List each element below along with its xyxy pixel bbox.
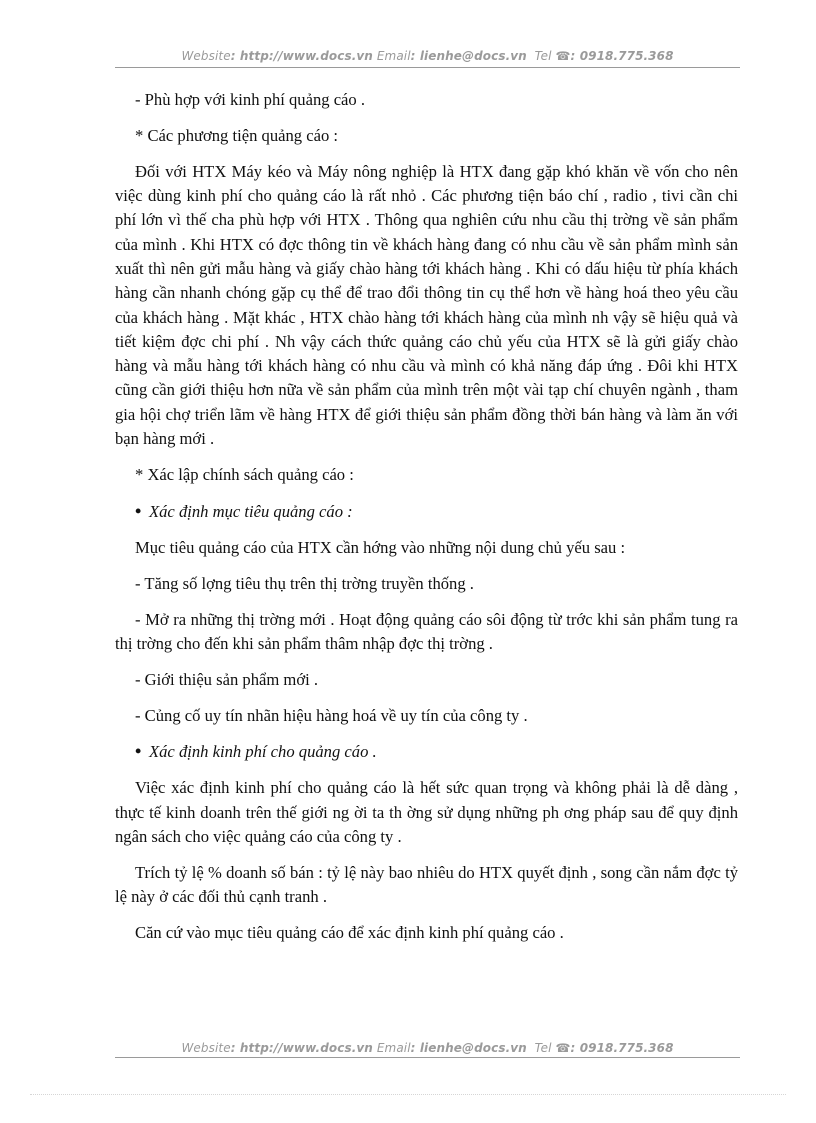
bullet-icon <box>135 739 149 764</box>
footer-email-link[interactable]: : lienhe@docs.vn <box>410 1041 527 1055</box>
bullet-icon <box>135 499 149 524</box>
header-website-link[interactable]: : http://www.docs.vn <box>230 49 373 63</box>
phone-icon: ☎ <box>555 1041 571 1055</box>
document-body <box>115 88 738 957</box>
paragraph-2: * Các phương tiện quảng cáo : <box>135 125 339 145</box>
phone-icon: ☎ <box>555 49 571 63</box>
header-tel-value: : 0918.775.368 <box>570 49 674 63</box>
paragraph-13: Trích tỷ lệ % doanh số bán : tỷ lệ này bao nhiêu do HTX quyết định , song cần nắm đợc tỷ lệ này ở các đối thủ cạnh tranh . <box>115 862 738 907</box>
paragraph-3: Đối với HTX Máy kéo và Máy nông nghiệp là HTX đang gặp khó khăn về vốn cho nên việc dùng kinh phí cho quảng cáo là rất nhỏ . Các phương tiện báo chí , radio , tivi cần chi phí lớn vì thế cha phù hợp với HTX . Thông qua nghiên cứu nhu cầu thị trờng về sản phẩm của mình . Khi HTX có đợc thông tin về khách hàng đang có nhu cầu về sản phẩm mình sản xuất thì nên gửi mẫu hàng và giấy chào hàng tới khách hàng . Khi có dấu hiệu từ phía khách hàng cần nhanh chóng gặp cụ thể để trao đổi thông tin cụ thể hơn về hàng hoá theo yêu cầu của khách hàng . Mặt khác , HTX chào hàng tới khách hàng của mình nh vậy sẽ hiệu quả và tiết kiệm đợc chi phí . Nh vậy cách thức quảng cáo chủ yếu của HTX sẽ là gửi giấy chào hàng và mẫu hàng tới khách hàng có nhu cầu và mình có khả năng đáp ứng . Đôi khi HTX cũng cần giới thiệu hơn nữa về sản phẩm của mình trên một vài tạp chí chuyên ngành , tham gia hội chợ triển lãm về hàng HTX để giới thiệu sản phẩm đồng thời bán hàng và làm ăn với bạn hàng mới . <box>115 161 738 449</box>
paragraph-6: Mục tiêu quảng cáo của HTX cần hớng vào những nội dung chủ yếu sau : <box>135 537 626 557</box>
paragraph-4: * Xác lập chính sách quảng cáo : <box>135 464 354 484</box>
subheading-objectives <box>115 499 738 524</box>
page-header <box>115 49 740 63</box>
page-footer <box>115 1041 740 1055</box>
header-rule <box>115 67 740 68</box>
header-email-label: Email <box>376 49 411 63</box>
paragraph-10: - Củng cố uy tín nhãn hiệu hàng hoá về uy tín của công ty . <box>135 705 528 725</box>
footer-tel-value: : 0918.775.368 <box>570 1041 674 1055</box>
footer-website-link[interactable]: : http://www.docs.vn <box>230 1041 373 1055</box>
paragraph-12: Việc xác định kinh phí cho quảng cáo là hết sức quan trọng và không phải là dễ dàng , thực tế kinh doanh trên thế giới ng ời ta th ờng sử dụng những ph ơng pháp sau để quy định ngân sách cho việc quảng cáo của công ty . <box>115 778 738 846</box>
paragraph-7: - Tăng số lợng tiêu thụ trên thị trờng truyền thống . <box>135 573 474 593</box>
paragraph-1: - Phù hợp với kinh phí quảng cáo . <box>135 90 366 109</box>
page-bottom-divider <box>30 1094 786 1095</box>
subheading-budget-text: Xác định kinh phí cho quảng cáo . <box>149 742 377 762</box>
header-email-link[interactable]: : lienhe@docs.vn <box>410 49 527 63</box>
paragraph-9: - Giới thiệu sản phẩm mới . <box>135 669 319 689</box>
footer-rule <box>115 1057 740 1058</box>
paragraph-8: - Mở ra những thị trờng mới . Hoạt động quảng cáo sôi động từ trớc khi sản phẩm tung ra thị trờng cho đến khi sản phẩm thâm nhập đợc thị trờng . <box>115 609 738 653</box>
header-tel-label: Tel <box>534 49 552 63</box>
footer-website-label: Website <box>181 1041 231 1055</box>
subheading-budget <box>115 739 738 764</box>
subheading-objectives-text: Xác định mục tiêu quảng cáo : <box>149 501 353 521</box>
paragraph-14: Căn cứ vào mục tiêu quảng cáo để xác định kinh phí quảng cáo . <box>135 923 564 943</box>
footer-email-label: Email <box>376 1041 411 1055</box>
header-website-label: Website <box>181 49 231 63</box>
footer-tel-label: Tel <box>534 1041 552 1055</box>
